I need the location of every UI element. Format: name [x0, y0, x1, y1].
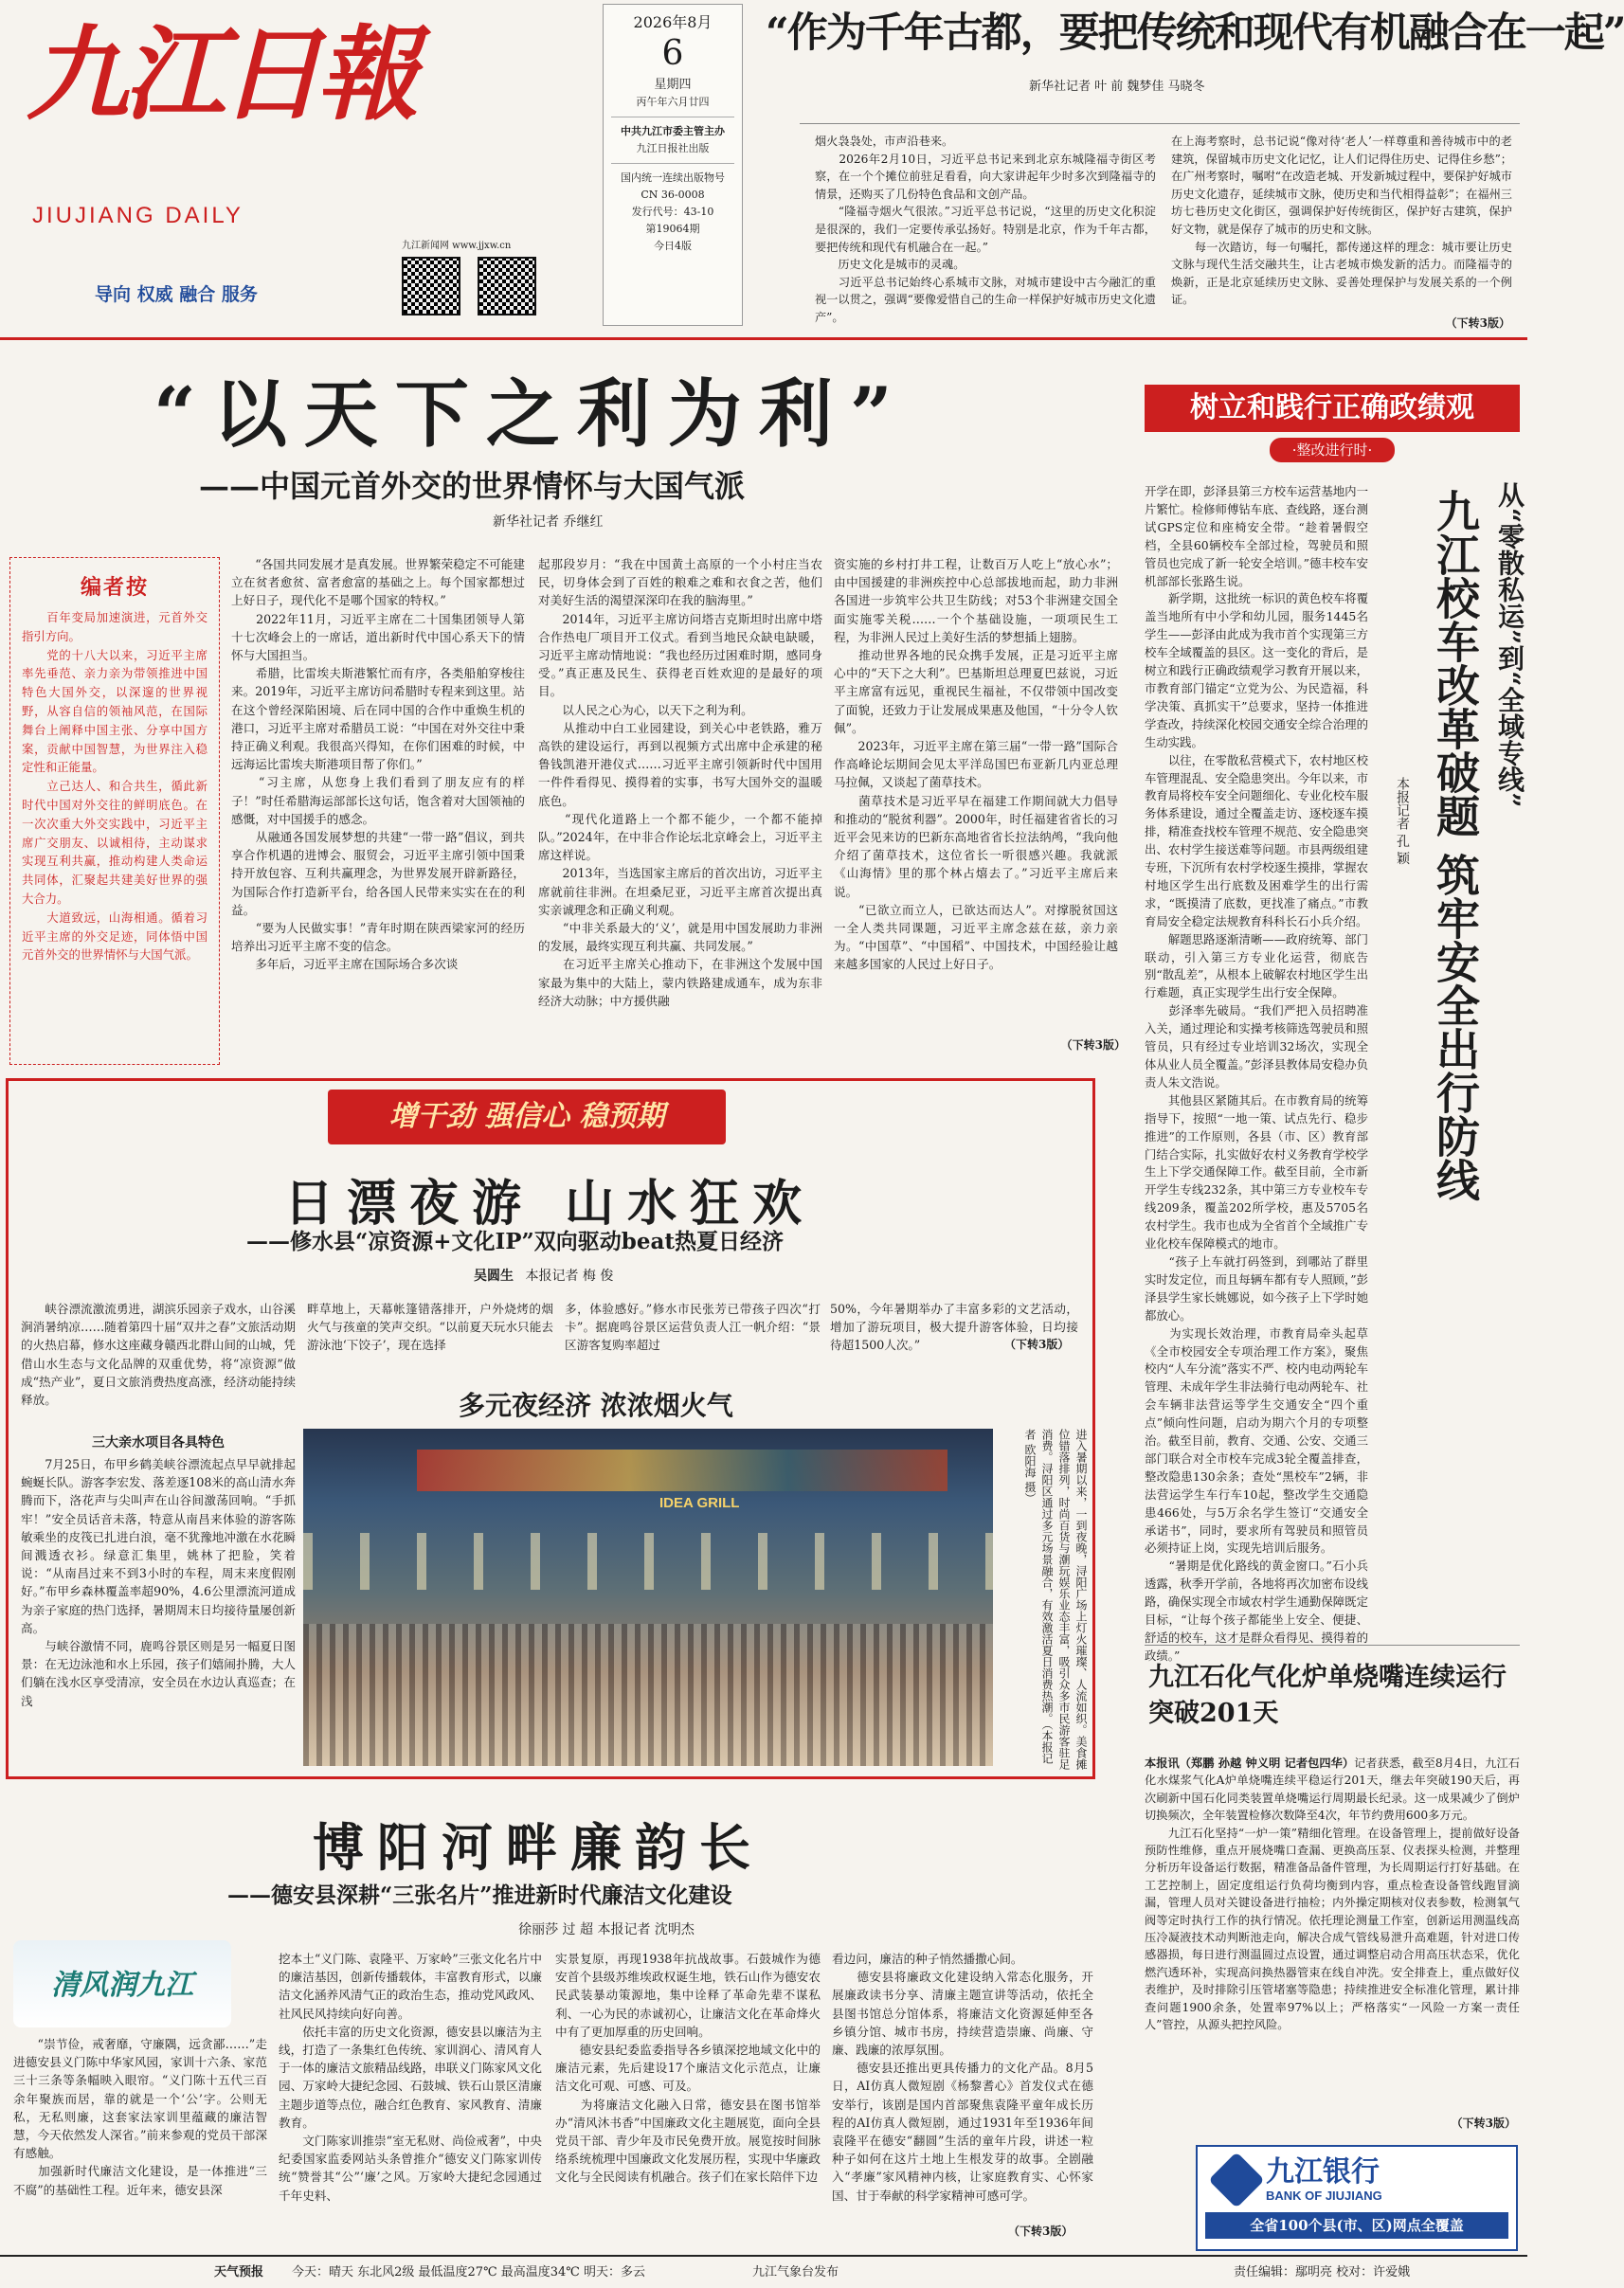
lead-col3: 资实施的乡村打井工程，让数百万人吃上“放心水”；由中国援建的非洲疾控中心总部拔地而起，助力非洲各国进一步筑牢公共卫生防线；对53个非洲建交国全面实施零关税……一个个基础设施，一项项民生工程，为非洲人民过上美好生活的梦想插上翅膀。 推动世界各地的民众携手发展，正是习近平主席心中的“天下之大利”。巴基斯坦总理夏巴兹说，习近平主席富有远见，重视民生福祉，不仅带领中国改变了面貌，还致力于让发展成果惠及他国，“十分令人钦佩”。 2023年，习近平主席在第三届“一带一路”国际合作高峰论坛期间会见太平洋岛国巴布亚新几内亚总理马拉佩，又谈起了菌草技术。 菌草技术是习近平早在福建工作期间就大力倡导和推动的“脱贫利器”。2000年，时任福建省省长的习近平会见来访的巴新东高地省省长拉法纳鸬，“我向他介绍了菌草技术，这位省长一听很感兴趣。我就派《山海情》里的那个林占熺去了。”习近平主席后来说。 “已欲立而立人，已欲达而达人”。对撑脱贫国这一全人类共同课题，习近平主席念兹在兹，亲力亲为。“中国草”、“中国稻”、中国技术，中国经验让越来越多国家的人民过上好日子。	[834, 557, 1118, 972]
side-story-byline: 本报讯（郑鹏 孙越 钟义明 记者包四华）	[1145, 1757, 1355, 1770]
side-story-continued[interactable]: （下转3版）	[1451, 2117, 1516, 2130]
bank-tagline: 全省100个县(市、区)网点全覆盖	[1205, 2212, 1508, 2239]
editor-note	[9, 557, 220, 1065]
lower-continued[interactable]: （下转3版）	[1008, 2225, 1074, 2238]
bank-english: BANK OF JIUJIANG	[1266, 2189, 1382, 2203]
lead-subtitle: ——中国元首外交的世界情怀与大国气派	[199, 468, 746, 504]
rectify-tag: ·整改进行时·	[1291, 441, 1373, 459]
editor-note-label: 编者按	[80, 575, 149, 600]
lower-col2: 挖本土“义门陈、袁隆平、万家岭”三张文化名片中的廉洁基因，创新传播载体，丰富教育形式，以廉洁文化涵养风清气正的政治生态，推动党风政风、社风民风持续向好向善。 依托丰富的历史文化资源，德安县以廉洁为主线，打造了一条集红色传统、家训润心、清风育人于一体的廉洁文旅精品线路，串联义门陈家风文化园、万家岭大捷纪念园、石鼓城、铁石山景区清廉主题步道等点位，融合红色教育、家风教育、清廉教育。 文门陈家训推崇“室无私财、尚俭戒奢”，中央纪委国家监委网站头条曾推介“德安义门陈家训传统“赞誉其“公”‘廉’之风。万家岭大捷纪念园通过千年史料、	[279, 1952, 542, 2203]
clean-wind-badge	[13, 1940, 231, 2027]
weather-label: 天气预报	[214, 2265, 264, 2279]
lower-title[interactable]: 博阳河畔廉韵长	[313, 1817, 764, 1878]
feature-banner	[328, 1090, 726, 1144]
feature-col1: 峡谷漂流激流勇进，湖滨乐园亲子戏水，山谷溪涧消暑纳凉……随着第四十届“双井之春”文旅活动期的火热启幕，修水这座藏身赣西北群山间的山城，凭借山水生态与文化品牌的双重优势，将“凉资源”做成“热产业”，夏日文旅消费热度高涨，经济动能持续释放。	[21, 1302, 296, 1408]
right-story-headline[interactable]: 九江校车改革破题 筑牢安全出行防线	[1430, 489, 1481, 1202]
lower-col1: “崇节俭，戒奢靡，守廉隅，远贪鄙……”走进德安县义门陈中华家风园，家训十六条、家范三十三条等条幅映入眼帘。“义门陈十五代三百余年聚族而居，靠的就是一个‘公’字。公则无私，无私则廉，这套家法家训里蕴藏的廉洁智慧，今天依然发人深省。”前来参观的党员干部深有感触。 加强新时代廉洁文化建设，是一体推进“三不腐”的基础性工程。近年来，德安县深	[13, 2037, 267, 2197]
issue-code: 发行代号：43-10	[631, 206, 714, 218]
night-market-photo[interactable]	[303, 1429, 993, 1766]
side-story-headline[interactable]: 九江石化气化炉单烧嘴连续运行突破201天	[1148, 1663, 1507, 1728]
photo-sign-text: IDEA GRILL	[659, 1495, 740, 1511]
top-story	[766, 6, 1624, 332]
lead-continued[interactable]: （下转3版）	[1060, 1038, 1126, 1052]
feature-title[interactable]: 日漂夜游 山水狂欢	[284, 1175, 816, 1233]
issue-pages: 今日4版	[654, 240, 692, 252]
side-story-text	[1145, 1755, 1520, 2143]
footer-editor: 责任编辑：鄢明亮 校对：许爱娥	[1234, 2265, 1411, 2279]
feature-subtitle: ——修水县“凉资源+文化IP”双向驱动beat热夏日经济	[246, 1229, 785, 1254]
lower-subtitle: ——德安县深耕“三张名片”推进新时代廉洁文化建设	[227, 1883, 732, 1908]
weather-source: 九江气象台发布	[752, 2265, 839, 2279]
feature-col1-body: 7月25日，布甲乡鹤美峡谷漂流起点早早就排起蜿蜒长队。游客李宏发、落差逐108米的高山清水奔腾而下，洛花声与尖叫声在山谷间激荡回响。“手抓牢！”安全员话音未落，特意从南昌来体验的游客陈敏乘坐的皮筏已扎进白浪，毫不犹豫地冲激在水花瞬间溅透衣衫。绿意汇集里，姚林了把脸，笑着说：“从南昌过来不到3小时的车程，周末来度假刚好。”布甲乡森林覆盖率超90%，4.6公里漂流河道成为亲子家庭的热门选择，暑期周末日均接待量屡创新高。 与峡谷激情不同，鹿鸣谷景区则是另一幅夏日图景：在无边泳池和水上乐园，孩子们嬉闹扑腾，大人们躺在浅水区享受清凉，安全员在水边认真巡查；在浅	[21, 1457, 296, 1708]
right-banner-tag	[1270, 438, 1395, 462]
site-qr-block	[402, 237, 591, 322]
feature-author-reporter: 本报记者 梅 俊	[525, 1269, 614, 1284]
bank-logo-icon	[1208, 2152, 1264, 2207]
photo-lanterns	[303, 1533, 993, 1590]
masthead-divider	[0, 337, 1527, 340]
feature-author: 吴圆生	[474, 1269, 514, 1284]
lead-title-block	[9, 368, 1128, 538]
issue-sponsor: 中共九江市委主管主办	[621, 125, 725, 137]
issue-weekday: 星期四	[654, 78, 692, 92]
feature-continued[interactable]: （下转3版）	[1004, 1338, 1070, 1351]
side-story-body: 记者获悉，截至8月4日，九江石化水煤浆气化A炉单烧嘴连续平稳运行201天，继去年突破190天后，再次刷新中国石化同类装置单烧嘴运行周期最长纪录。这一成果减少了倒炉切换频次，全年装置检修次数降至4次，年节约费用600多万元。 九江石化坚持“一炉一策”精细化管理。在设备管理上，提前做好设备预防性维修，重点开展烧嘴口查漏、更换高压泵、仪表探头检测，并整理分析历年设备运行数据，精准备品备件管理，为长周期运行打好基础。在工艺控制上，固定度组运行负荷均衡到内容，重点检查设备管线跑冒滴漏，管理人员对关键设备进行抽检；内外操定期核对仪表参数，检测氧气阀等定时执行工作的执行情况。依托理论测量工作室，创新运用测温线高压冷凝液技术动判断池走向，解决合成气管线易泄升高难题，针对进口传感器损，每日进行测温圆过点设置，通过调整启动合用高压状态采，优化燃汽透环补，实现高问换热器管束在线自冲洗。安全排查上，重点做好仪表维护，及时排除引压管堵塞等隐患；持续推进安全标准化管理，累计排查问题1900余条，处置率97%以上；严格落实“一风险一方案一责任人”管控，从源头把控风险。	[1145, 1757, 1520, 2032]
feature-byline	[474, 1266, 777, 1287]
photo-shopfront-signs	[417, 1450, 947, 1491]
issue-info-box	[603, 4, 743, 326]
lower-col3: 实景复原，再现1938年抗战故事。石鼓城作为德安首个县级苏维埃政权诞生地，铁石山作为德安农民武装暴动策源地，集中诠释了革命先辈不谋私利、一心为民的赤诚初心，让廉洁文化在革命烽火中有了更加厚重的历史回响。 德安县纪委监委指导各乡镇深挖地域文化中的廉洁元素，先后建设17个廉洁文化示范点，让廉洁文化可观、可感、可及。 为将廉洁文化融入日常，德安县在图书馆举办“清风沐书香”中国廉政文化主题展览，面向全县党员干部、青少年及市民免费开放。展览按时间脉络系统梳理中国廉政文化发展历程，实现中华廉政文化与全民阅读有机融合。孩子们在家长陪伴下边	[555, 1952, 821, 2185]
lower-byline: 徐丽莎 过 超 本报记者 沈明杰	[518, 1922, 695, 1937]
issue-date: 2026年8月	[633, 13, 713, 31]
right-story-text: 开学在即，彭泽县第三方校车运营基地内一片繁忙。检修师傅钻车底、查线路，逐台测试GPS定位和座椅安全带。“趁着暑假空档，全县60辆校车全部过检，驾驶员和照管员也完成了新一轮安全培训。”德丰校车安机部部长张路生说。 新学期，这批统一标识的黄色校车将覆盖当地所有中小学和幼儿园，服务1445名学生——彭泽由此成为我市首个实现第三方校车全域覆盖的县区。这一变化的背后，是树立和践行正确政绩观学习教育开展以来，市教育部门锚定“立党为公、为民造福，科学决策、真抓实干”总要求，坚持一体推进学查改，持续深化校园交通安全综合治理的生动实践。 以往，在零散私营模式下，农村地区校车管理混乱、安全隐患突出。今年以来，市教育局将校车安全问题细化、专业化校车服务体系建设，通过全覆盖走访、逐校逐车摸排，精准查找校车管理不规范、安全隐患突出、农村学生接送难等问题。市县两级组建专班，下沉所有农村学校逐生摸排，掌握农村地区学生出行底数及困难学生的出行需求，“既摸清了底数，更找准了痛点。”市教育局安全稳定法规教育科科长石小兵介绍。 解题思路逐渐清晰——政府统筹、部门联动，引入第三方专业化运营，彻底告别“散乱差”，从根本上破解农村地区学生出行难题，真正实现学生出行安全保障。 彭泽率先破局。“我们严把入员招聘准入关，通过理论和实操考核筛选驾驶员和照管员，只有经过专业培训32场次，实现全体从业人员全覆盖。”彭泽县教体局安稳办负责人朱文浩说。 其他县区紧随其后。在市教育局的统筹指导下，按照“一地一策、试点先行、稳步推进”的工作原则，各县（市、区）教育部门结合实际，扎实做好农村义务教育学校学生上下学交通保障工作。截至目前，全市新开学生专线232条，其中第三方专业校车专线209条，覆盖202所学校，惠及5705名农村学生。我市也成为全省首个全域推广专业化校车保障模式的地市。 “孩子上车就打码签到，到哪站了群里实时发定位，而且每辆车都有专人照顾，”彭泽县学生家长姚娜说，如今孩子上下学时她都放心。 为实现长效治理，市教育局牵头起草《全市校园安全专项治理工作方案》，聚焦校内“人车分流”落实不严、校内电动两轮车管理、未成年学生非法骑行电动两轮车、社会车辆非法营运等学生交通安全“四个重点”倾向性问题，启动为期六个月的专项整治。截至目前，教育、交通、公安、交通三部门联合对全市校车完成3轮全覆盖排查，整改隐患130余条；查处“黑校车”2辆，非法营运学生车行车10起，整改学生交通隐患466处，与5万余名学生签订“交通安全承诺书”，同时，要求所有驾驶员和照管员必须持证上岗，实现先培训后服务。 “暑期是优化路线的黄金窗口。”石小兵透露，秋季开学前，各地将再次加密布设线路，确保实现全市域农村学生通勤保障既定目标，“让每个孩子都能坐上安全、便捷、舒适的校车，这才是群众看得见、摸得着的政绩。”	[1145, 484, 1368, 1663]
bank-ad[interactable]	[1196, 2145, 1518, 2251]
photo-title: 多元夜经济 浓浓烟火气	[459, 1390, 733, 1421]
issue-number: 第19064期	[645, 223, 700, 235]
lead-title[interactable]: “以天下之利为利”	[153, 371, 910, 458]
photo-caption: 进入暑期以来，一到夜晚，浔阳广场上灯火璀璨、人流如织。美食摊位错落排列，时尚百货与潮玩娱乐业态丰富，吸引众多市民游客驻足消费。浔阳区通过多元场景融合，有效激活夏日消费热潮。（本报记者 欧阳海 摄）	[1023, 1429, 1088, 1770]
footer-divider	[0, 2255, 1527, 2257]
footer	[0, 2261, 1527, 2285]
issue-cn: CN 36-0008	[641, 189, 705, 201]
clean-wind-badge-text: 清风润九江	[51, 1969, 193, 2002]
issue-lunar: 丙午年六月廿四	[636, 96, 710, 108]
lead-col2: 起那段岁月：“我在中国黄土高原的一个小村庄当农民，切身体会到了百姓的粮难之难和衣食之苦，他们对美好生活的渴望深深印在我的脑海里。” 2014年，习近平主席访问塔吉克斯坦时出席中塔合作热电厂项目开工仪式。看到当地民众缺电缺暖，习近平主席动情地说：“我也经历过困难时期，感同身受。”真正惠及民生、获得老百姓欢迎的是最好的项目。 以人民之心为心，以天下之利为利。 从推动中白工业园建设，到关心中老铁路，雅万高铁的建设运行，再到以视频方式出席中企承建的秘鲁钱凯港开港仪式……习近平主席引领新时代中国用一件件看得见、摸得着的实事，书写大国外交的温暖底色。 “现代化道路上一个都不能少，一个都不能掉队。”2024年，在中非合作论坛北京峰会上，习近平主席这样说。 2013年，当选国家主席后的首次出访，习近平主席就前往非洲。在坦桑尼亚，习近平主席首次提出真实亲诚理念和正确义利观。 “中非关系最大的‘义’，就是用中国发展助力非洲的发展，最终实现互利共赢、共同发展。” 在习近平主席关心推动下，在非洲这个发展中国家最为集中的大陆上，蒙内铁路建成通车，成为东非经济大动脉；中方援供融	[538, 557, 822, 1008]
top-story-col1: 烟火袅袅处，市声沿巷来。 2026年2月10日，习近平总书记来到北京东城隆福寺街区考察，在一个个摊位前驻足看看，向大家讲起年少时多次到隆福寺的情景，还购买了几份特色食品和文创产品。 “隆福寺烟火气很浓。”习近平总书记说，“这里的历史文化积淀是很深的，我们一定要传承弘扬好。特别是北京，作为千年古都，要把传统和现代有机融合在一起。” 历史文化是城市的灵魂。 习近平总书记始终心系城市文脉，对城市建设中古今融汇的重视一以贯之，强调“要像爱惜自己的生命一样保护好城市历史文化遗产”。	[815, 135, 1156, 324]
masthead	[19, 13, 417, 307]
right-story-byline: 本报记者 孔 颖	[1395, 777, 1410, 865]
right-banner-title[interactable]: 树立和践行正确政绩观	[1190, 391, 1474, 424]
top-story-continued[interactable]: （下转3版）	[1445, 316, 1510, 330]
masthead-pinyin: JIUJIANG DAILY	[32, 203, 244, 228]
feature-col3: 多，体验感好。”修水市民张芳已带孩子四次“打卡”。据鹿鸣谷景区运营负责人江一帆介绍：“景区游客复购率超过	[565, 1302, 821, 1353]
lead-col1: “各国共同发展才是真发展。世界繁荣稳定不可能建立在贫者愈贫、富者愈富的基础之上。每个国家都想过上好日子，现代化不是哪个国家的特权。” 2022年11月，习近平主席在二十国集团领导人第十七次峰会上的一席话，道出新时代中国心系天下的情怀与大国担当。 希腊，比雷埃夫斯港繁忙而有序，各类船舶穿梭往来。2019年，习近平主席访问希腊时专程来到这里。站在这个曾经深陷困境、后在同中国的合作中重焕生机的港口，习近平主席对希腊员工说：“中国在对外交往中秉持正确义利观。我很高兴得知，在你们困难的时候，中远海运比雷埃夫斯港项目帮了你们。” “习主席，从您身上我们看到了朋友应有的样子！”时任希腊海运部部长这句话，饱含着对大国领袖的感慨，对中国援手的感念。 从融通各国发展梦想的共建“一带一路”倡议，到共享合作机遇的进博会、服贸会，习近平主席引领中国秉持开放包容、互利共赢理念，为世界发展开辟新路径，为国际合作打造新平台，给各国人民带来实实在在的利益。 “要为人民做实事！”青年时期在陕西梁家河的经历培养出习近平主席不变的信念。 多年后，习近平主席在国际场合多次谈	[231, 557, 525, 972]
feature-col2: 畔草地上，天幕帐篷错落排开，户外烧烤的烟火气与孩童的笑声交织。“以前夏天玩水只能去游泳池‘下饺子’，现在选择	[307, 1302, 553, 1353]
site-label: 九江新闻网 www.jjxw.cn	[402, 241, 512, 251]
masthead-title: 九江日報	[27, 15, 414, 135]
bank-name: 九江银行	[1266, 2155, 1380, 2189]
top-story-byline: 新华社记者 叶 前 魏梦佳 马晓冬	[1029, 80, 1205, 94]
weather-text: 今天：晴天 东北风2级 最低温度27℃ 最高温度34℃ 明天：多云	[292, 2265, 645, 2279]
top-story-col2: 在上海考察时，总书记说“像对待‘老人’一样尊重和善待城市中的老建筑，保留城市历史文化记忆，让人们记得住历史、记得住乡愁”；在广州考察时，嘱咐“在改造老城、开发新城过程中，要保护好城市历史文化遗存，延续城市文脉，使历史和当代相得益彰”；在福州三坊七巷历史文化街区，强调保护好传统街区，保护好古建筑，保护好文物，就是保存了城市的历史和文脉。 每一次踏访，每一句嘱托，都传递这样的理念：城市要让历史文脉与现代生活交融共生，让古老城市焕发新的活力。而隆福寺的焕新，正是北京延续历史文脉、妥善处理保护与发展关系的一个例证。	[1171, 135, 1512, 307]
photo-crowd	[303, 1624, 993, 1766]
lead-byline: 新华社记者 乔继红	[493, 514, 604, 530]
feature-col4: 50%，今年暑期举办了丰富多彩的文艺活动，增加了游玩项目，极大提升游客体验，日均接待超1500人次。”	[830, 1302, 1078, 1353]
feature-banner-text: 增干劲 强信心 稳预期	[388, 1100, 665, 1133]
masthead-slogan: 导向 权威 融合 服务	[95, 284, 258, 305]
issue-publisher: 九江日报社出版	[636, 142, 710, 154]
issue-cn-label: 国内统一连续出版物号	[621, 171, 725, 184]
qr-code-icon[interactable]	[478, 257, 536, 315]
issue-day: 6	[661, 34, 684, 73]
qr-code-icon[interactable]	[402, 257, 460, 315]
top-story-title[interactable]: “作为千年古都，要把传统和现代有机融合在一起”	[766, 9, 1624, 57]
lower-col4: 看边问，廉洁的种子悄然播撒心间。 德安县将廉政文化建设纳入常态化服务，开展廉政读书分享、清廉主题宣讲等活动，依托全县图书馆总分馆体系，将廉洁文化资源延伸至各乡镇分馆、城市书房，持续营造崇廉、尚廉、守廉、践廉的浓厚氛围。 德安县还推出更具传播力的文化产品。8月5日，AI仿真人微短剧《杨黎耆心》首发仪式在德安举行，该剧是国内首部聚焦袁隆平童年成长历程的AI仿真人微短剧，通过1931年至1936年间袁隆平在德安“翻圆”生活的童年片段，讲述一粒种子如何在这片土地上生根发芽的故事。全剧融入“孝廉”家风精神内核，让家庭教育实、心怀家国、甘于奉献的科学家精神可感可学。	[832, 1952, 1093, 2203]
editor-note-text: 百年变局加速演进，元首外交指引方向。 党的十八大以来，习近平主席率先垂范、亲力亲为带领推进中国特色大国外交，以深邃的世界视野，从容自信的领袖风范，在国际舞台上阐释中国主张、分享中国方案，贡献中国智慧，为世界注入稳定性和正能量。 立己达人、和合共生，循此新时代中国对外交往的鲜明底色。在一次次重大外交实践中，习近平主席广交朋友、以诚相待，主动谋求实现互利共赢，推动构建人类命运共同体，汇聚起共建美好世界的强大合力。 大道致远，山海相通。循着习近平主席的外交足迹，同体悟中国元首外交的世界情怀与大国气派。	[22, 610, 208, 963]
feature-col1-subhead: 三大亲水项目各具特色	[92, 1435, 225, 1450]
right-banner	[1145, 385, 1520, 432]
right-story-headline-top: 从“零散私运”到“全域专线”	[1494, 481, 1525, 808]
